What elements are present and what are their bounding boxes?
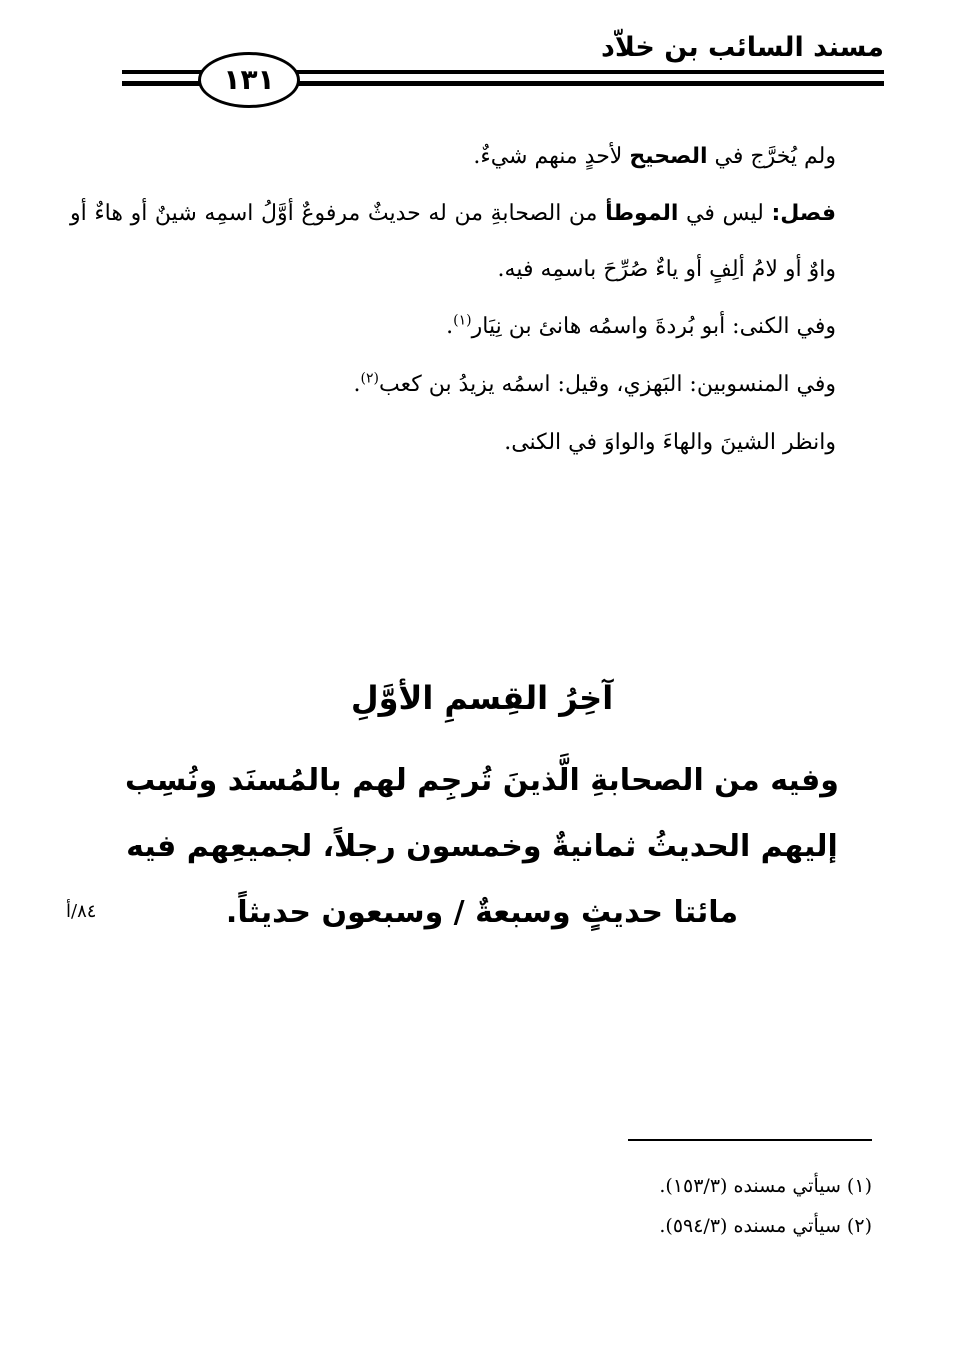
- page-number-oval: [198, 52, 300, 108]
- paragraph-fasl: [70, 186, 836, 298]
- paragraph-kuna: [70, 298, 836, 356]
- page-number: ١٣١: [223, 63, 275, 96]
- paragraph-1-bold-term: الصحيح: [629, 144, 708, 169]
- kuna-text: وفي الكنى: أبو بُردةَ واسمُه هانئ بن نِيَار: [471, 314, 836, 339]
- fasl-bold-term: الموطأ: [605, 201, 679, 226]
- mansubin-end: .: [353, 372, 361, 397]
- see-also-text: وانظر الشينَ والهاءَ والواوَ في الكنى.: [504, 430, 836, 455]
- paragraph-mansubin: [70, 356, 836, 414]
- manuscript-folio-note: ٨٤/أ: [66, 901, 97, 922]
- kuna-end: .: [446, 314, 454, 339]
- fasl-label: فصل:: [771, 201, 836, 226]
- paragraph-see-also: [70, 414, 836, 472]
- footnote-separator: [628, 1139, 872, 1141]
- fasl-text-a: ليس في: [678, 201, 772, 226]
- footnotes: [659, 1166, 872, 1246]
- section-end-summary: وفيه من الصحابةِ الَّذينَ تُرجِم لهم بالمُسنَد ونُسِب إليهم الحديثُ ثمانيةٌ وخمسون رجلاً، لجميعِهم فيه مائتا حديثٍ وسبعةٌ / وسبعون حديثاً.: [125, 763, 839, 930]
- paragraph-1-text-a: ولم يُخرَّج في: [707, 144, 836, 169]
- section-end-heading: آخِرُ القِسمِ الأوَّلِ: [350, 679, 614, 717]
- footnote-ref-1: (١): [453, 312, 472, 329]
- footnote-1: (١) سيأتي مسنده (١٥٣/٣).: [659, 1175, 872, 1197]
- section-end: [90, 670, 874, 946]
- footnote-ref-2: (٢): [360, 370, 380, 387]
- mansubin-text: وفي المنسوبين: البَهزي، وقيل: اسمُه يزيدُ بن كعب: [379, 372, 836, 397]
- running-title: مسند السائب بن خلاّد: [601, 32, 884, 63]
- footnote-2: (٢) سيأتي مسنده (٥٩٤/٣).: [659, 1215, 872, 1237]
- fasl-text-b: من الصحابةِ من له حديثٌ مرفوعٌ أوَّلُ اسمِه شينٌ أو هاءٌ أو واوٌ أو لامُ ألِفٍ أو ياءٌ صُرِّحَ باسمِه فيه.: [70, 201, 836, 282]
- paragraph-1: [70, 128, 836, 186]
- body-text: [70, 128, 836, 472]
- paragraph-1-text-b: لأحدٍ منهم شيءٌ.: [473, 144, 630, 169]
